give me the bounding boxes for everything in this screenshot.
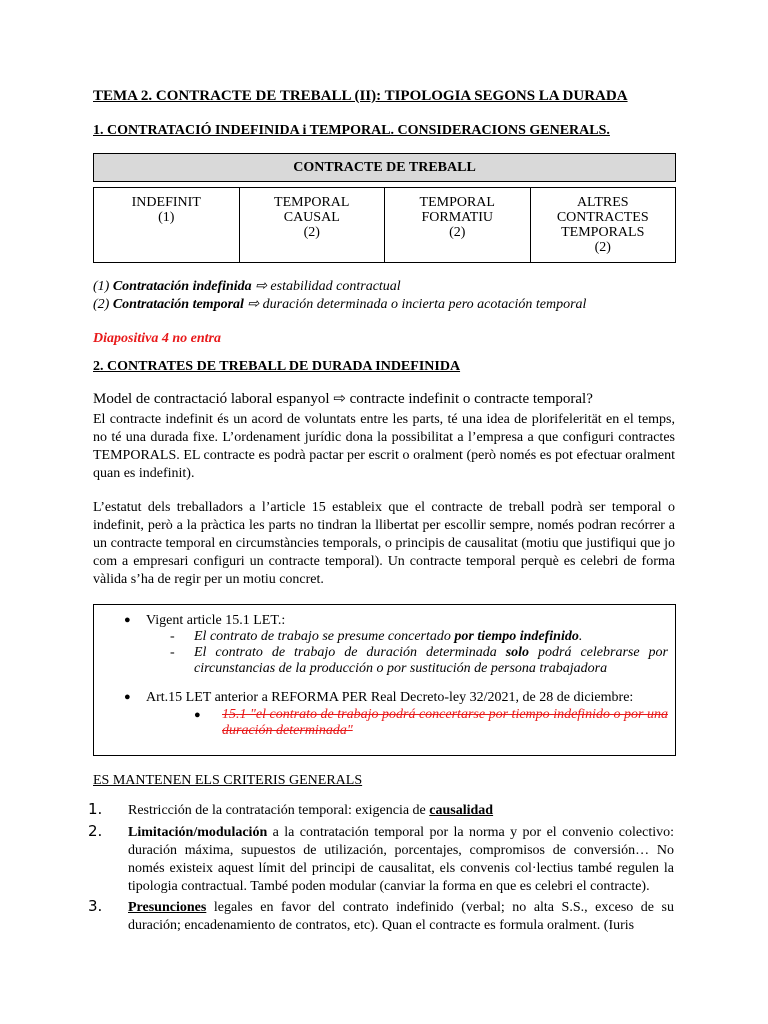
sub-item-presume [194, 629, 668, 645]
cell-line: TEMPORAL [274, 195, 350, 210]
criteria-key: Limitación/modulación [128, 825, 268, 840]
criteria-item-2 [128, 824, 674, 896]
contract-type-altres [531, 188, 676, 262]
table-notes [93, 278, 675, 314]
note-text: ⇨ duración determinada o incierta pero acotación temporal [247, 297, 587, 312]
criteria-text: Restricción de la contratación temporal: exigencia de [128, 803, 430, 818]
criteria-item-1 [128, 802, 674, 820]
paragraph-indefinit: El contracte indefinit és un acord de voluntats entre les parts, té una idea de plorifelerität en el temps, no té una durada fixe. L’ordenament jurídic dona la possibilitat a l’empresa a que configuri contractes TEMPORALS. EL contracte es podrà pactar per escrit o oralment (però només es pot efectuar oralment quan es indefinit). [93, 412, 675, 481]
cell-line: CONTRACTES [556, 210, 649, 225]
criteria-text: a la contratación temporal por la norma y por el convenio colectivo: duración máxima, supuestos de utilización, porcentajes, compromisos de conversión… No només existeix aquest límit del principi de causalitat, els convenis col·lectius també regulen la tipologia contractual. També poden modular (canviar la forma en que es celebri el contracte). [128, 825, 674, 894]
model-line: Model de contractació laboral espanyol ⇨ contracte indefinit o contracte temporal? [93, 391, 593, 407]
struck-article: 15.1 "el contrato de trabajo podrá concertarse por tiempo indefinido o por una duración determinada" [222, 707, 668, 738]
cell-line: FORMATIU [421, 210, 494, 225]
sub-text: . [578, 629, 583, 644]
contract-table-row [93, 187, 676, 263]
criteria-number: 3. [88, 897, 103, 915]
contract-type-temporal-causal [240, 188, 386, 262]
note-1 [93, 278, 675, 296]
bullet-reforma: Art.15 LET anterior a REFORMA PER Real Decreto-ley 32/2021, de 28 de diciembre: [146, 690, 634, 705]
cell-line: (2) [449, 225, 466, 240]
contract-type-indefinit [94, 188, 240, 262]
criteria-number: 2. [88, 822, 103, 840]
dash-icon: - [170, 645, 175, 660]
cell-line: TEMPORAL [419, 195, 495, 210]
page-title: TEMA 2. CONTRACTE DE TREBALL (II): TIPOLOGIA SEGONS LA DURADA [93, 88, 628, 104]
note-text: ⇨ estabilidad contractual [255, 279, 401, 294]
cell-line: INDEFINIT [131, 195, 201, 210]
cell-line: CAUSAL [283, 210, 340, 225]
cell-line: (1) [158, 210, 175, 225]
note-2 [93, 296, 675, 314]
note-number: (1) [93, 279, 110, 294]
note-term: Contratación temporal [112, 297, 244, 312]
sub-text: El contrato de trabajo se presume concertado [194, 629, 455, 644]
criteria-key: Presunciones [128, 900, 207, 915]
criteria-item-3 [128, 899, 674, 935]
section-1-heading: 1. CONTRATACIÓ INDEFINIDA i TEMPORAL. CONSIDERACIONS GENERALS. [93, 123, 610, 138]
sub-emphasis: solo [505, 645, 530, 660]
cell-line: TEMPORALS [561, 225, 645, 240]
diapositiva-note: Diapositiva 4 no entra [93, 331, 221, 346]
bullet-icon: ● [124, 691, 131, 703]
sub-emphasis: por tiempo indefinido [454, 629, 579, 644]
criteria-heading: ES MANTENEN ELS CRITERIS GENERALS [93, 773, 363, 788]
criteria-text: legales en favor del contrato indefinido (verbal; no alta S.S., exceso de su duración; encadenamiento de contratos, etc). Quan el contracte es formula oralment. (Iuris [128, 900, 674, 933]
note-number: (2) [93, 297, 110, 312]
paragraph-estatut: L’estatut dels treballadors a l’article 15 estableix que el contracte de treball podrà ser temporal o indefinit, però a la pràctica les parts no tindran la llibertat per escollir sempre, només podran recórrer a un contracte temporal en circumstàncies temporals, o principis de causalitat (motiu que justifiqui que jo com a empresari configuri un contracte temporal). Un contracte temporal perquè es celebri de forma vàlida s’ha de regir per un motiu concret. [93, 500, 675, 587]
article-box [93, 604, 676, 756]
cell-line: ALTRES [576, 195, 629, 210]
bullet-icon: ● [124, 614, 131, 626]
dash-icon: - [170, 629, 175, 644]
sub-text: podrá celebrarse por circunstancias de la producción o por sustitución de persona trabajadora [194, 645, 668, 676]
contract-table-header: CONTRACTE DE TREBALL [93, 153, 676, 182]
contract-type-temporal-formatiu [385, 188, 531, 262]
criteria-number: 1. [88, 800, 103, 818]
cell-line: (2) [303, 225, 320, 240]
bullet-vigent: Vigent article 15.1 LET.: [146, 613, 286, 628]
section-2-heading: 2. CONTRATES DE TREBALL DE DURADA INDEFINIDA [93, 359, 461, 374]
sub-item-duracion [194, 645, 668, 677]
sub-text: El contrato de trabajo de duración determinada [194, 645, 506, 660]
bullet-icon: ● [194, 709, 201, 721]
criteria-key: causalidad [429, 803, 494, 818]
note-term: Contratación indefinida [112, 279, 252, 294]
cell-line: (2) [594, 240, 611, 255]
